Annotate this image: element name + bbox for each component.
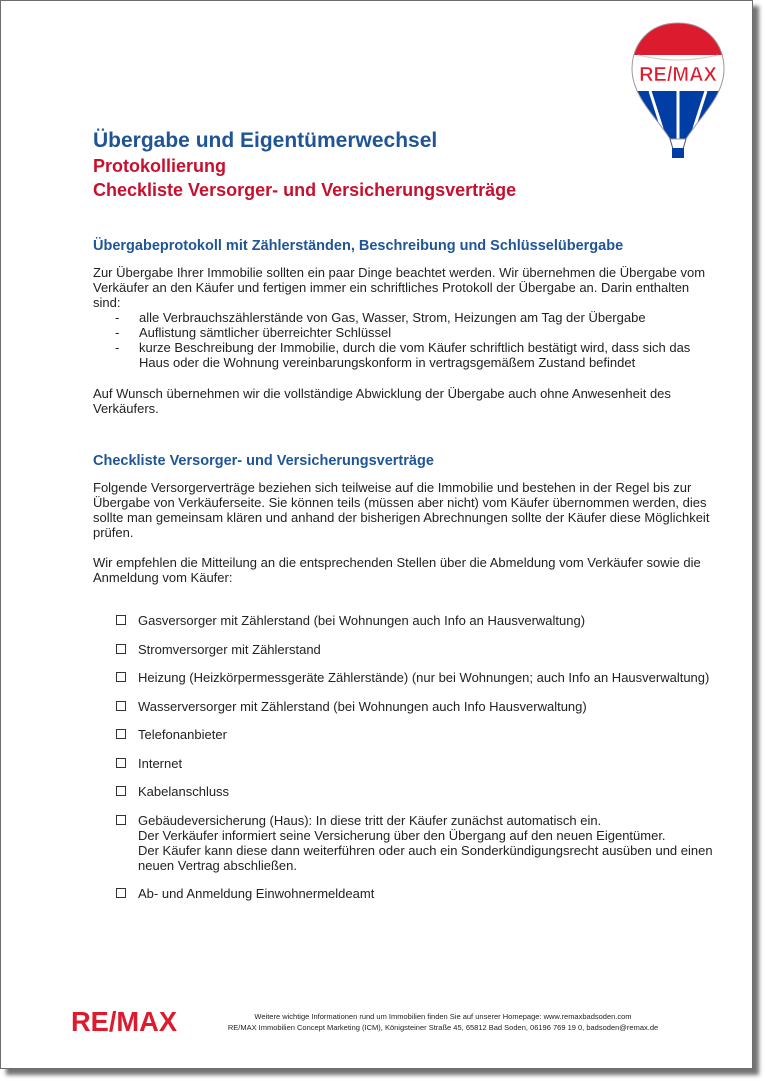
page-subtitle-2: Checkliste Versorger- und Versicherungsverträge xyxy=(93,180,517,200)
section-checklist xyxy=(93,452,713,585)
footer-line-1: Weitere wichtige Informationen rund um Immobilien finden Sie auf unserer Homepage: www.remaxbadsoden.com xyxy=(254,1012,632,1021)
checkbox-icon[interactable] xyxy=(116,786,126,796)
checklist-item-versicherung: Gebäudeversicherung (Haus): In diese tritt der Käufer zunächst automatisch ein. Der Verkäufer informiert seine Versicherung über den Übergang auf den neuen Eigentümer. Der Käufer kann diese dann weiterführen oder auch ein Sonderkündigungsrecht ausüben und einen neuen Vertrag abschließen. xyxy=(116,813,716,873)
checklist-item-einwohnermeldeamt: Ab- und Anmeldung Einwohnermeldeamt xyxy=(116,886,716,901)
page-title: Übergabe und Eigentümerwechsel xyxy=(93,129,438,152)
checklist-item-heizung: Heizung (Heizkörpermessgeräte Zählerstände) (nur bei Wohnungen; auch Info an Hausverwaltung) xyxy=(116,670,716,685)
handover-outro: Auf Wunsch übernehmen wir die vollständige Abwicklung der Übergabe auch ohne Anwesenheit des Verkäufers. xyxy=(93,386,671,416)
checkbox-icon[interactable] xyxy=(116,701,126,711)
checklist-para-1: Folgende Versorgerverträge beziehen sich teilweise auf die Immobilie und bestehen in der Regel bis zur Übergabe von Verkäuferseite. Sie können teils (müssen aber nicht) vom Käufer übernommen werden, dies sollte man gemeinsam klären und anhand der bisherigen Abrechnungen sollte der Käufer diese Möglichkeit prüfen. xyxy=(93,480,710,540)
checklist-item-strom: Stromversorger mit Zählerstand xyxy=(116,642,716,657)
section-heading-checklist: Checkliste Versorger- und Versicherungsverträge xyxy=(93,453,434,469)
checklist-item-gas: Gasversorger mit Zählerstand (bei Wohnungen auch Info an Hausverwaltung) xyxy=(116,613,716,628)
checkbox-icon[interactable] xyxy=(116,815,126,825)
list-item: - Auflistung sämtlicher überreichter Schlüssel xyxy=(115,325,392,340)
checkbox-icon[interactable] xyxy=(116,672,126,682)
checklist xyxy=(116,613,716,915)
handover-list xyxy=(93,310,713,370)
handover-intro: Zur Übergabe Ihrer Immobilie sollten ein paar Dinge beachtet werden. Wir übernehmen die Übergabe vom Verkäufer an den Käufer und fertigen immer ein schriftliches Protokoll der Übergabe an. Darin enthalten sind: xyxy=(93,265,706,310)
checklist-item-telefon: Telefonanbieter xyxy=(116,727,716,742)
checkbox-icon[interactable] xyxy=(116,644,126,654)
checkbox-icon[interactable] xyxy=(116,729,126,739)
list-item: - kurze Beschreibung der Immobilie, durch die vom Käufer schriftlich bestätigt wird, dass sich das Haus oder die Wohnung vereinbarungskonform in vertragsgemäßem Zustand befindet xyxy=(115,340,691,370)
footer xyxy=(183,1011,703,1033)
list-item: - alle Verbrauchszählerstände von Gas, Wasser, Strom, Heizungen am Tag der Übergabe xyxy=(115,310,646,325)
remax-footer-logo xyxy=(69,1004,179,1036)
footer-line-2: RE/MAX Immobilien Concept Marketing (ICM), Königsteiner Straße 45, 65812 Bad Soden, 06196 769 19 0, badsoden@remax.de xyxy=(227,1023,659,1032)
section-handover xyxy=(93,237,713,416)
section-heading-handover: Übergabeprotokoll mit Zählerständen, Beschreibung und Schlüsselübergabe xyxy=(93,238,624,254)
balloon-brand-text: RE/MAX xyxy=(639,64,717,86)
page-subtitle-1: Protokollierung xyxy=(93,156,227,176)
checklist-item-kabel: Kabelanschluss xyxy=(116,784,716,799)
title-block xyxy=(93,128,653,202)
checkbox-icon[interactable] xyxy=(116,615,126,625)
checklist-item-wasser: Wasserversorger mit Zählerstand (bei Wohnungen auch Info Hausverwaltung) xyxy=(116,699,716,714)
checkbox-icon[interactable] xyxy=(116,758,126,768)
checklist-item-internet: Internet xyxy=(116,756,716,771)
checklist-para-2: Wir empfehlen die Mitteilung an die entsprechenden Stellen über die Abmeldung vom Verkäufer sowie die Anmeldung vom Käufer: xyxy=(93,555,701,585)
footer-brand-text: RE/MAX xyxy=(71,1006,178,1036)
checkbox-icon[interactable] xyxy=(116,888,126,898)
